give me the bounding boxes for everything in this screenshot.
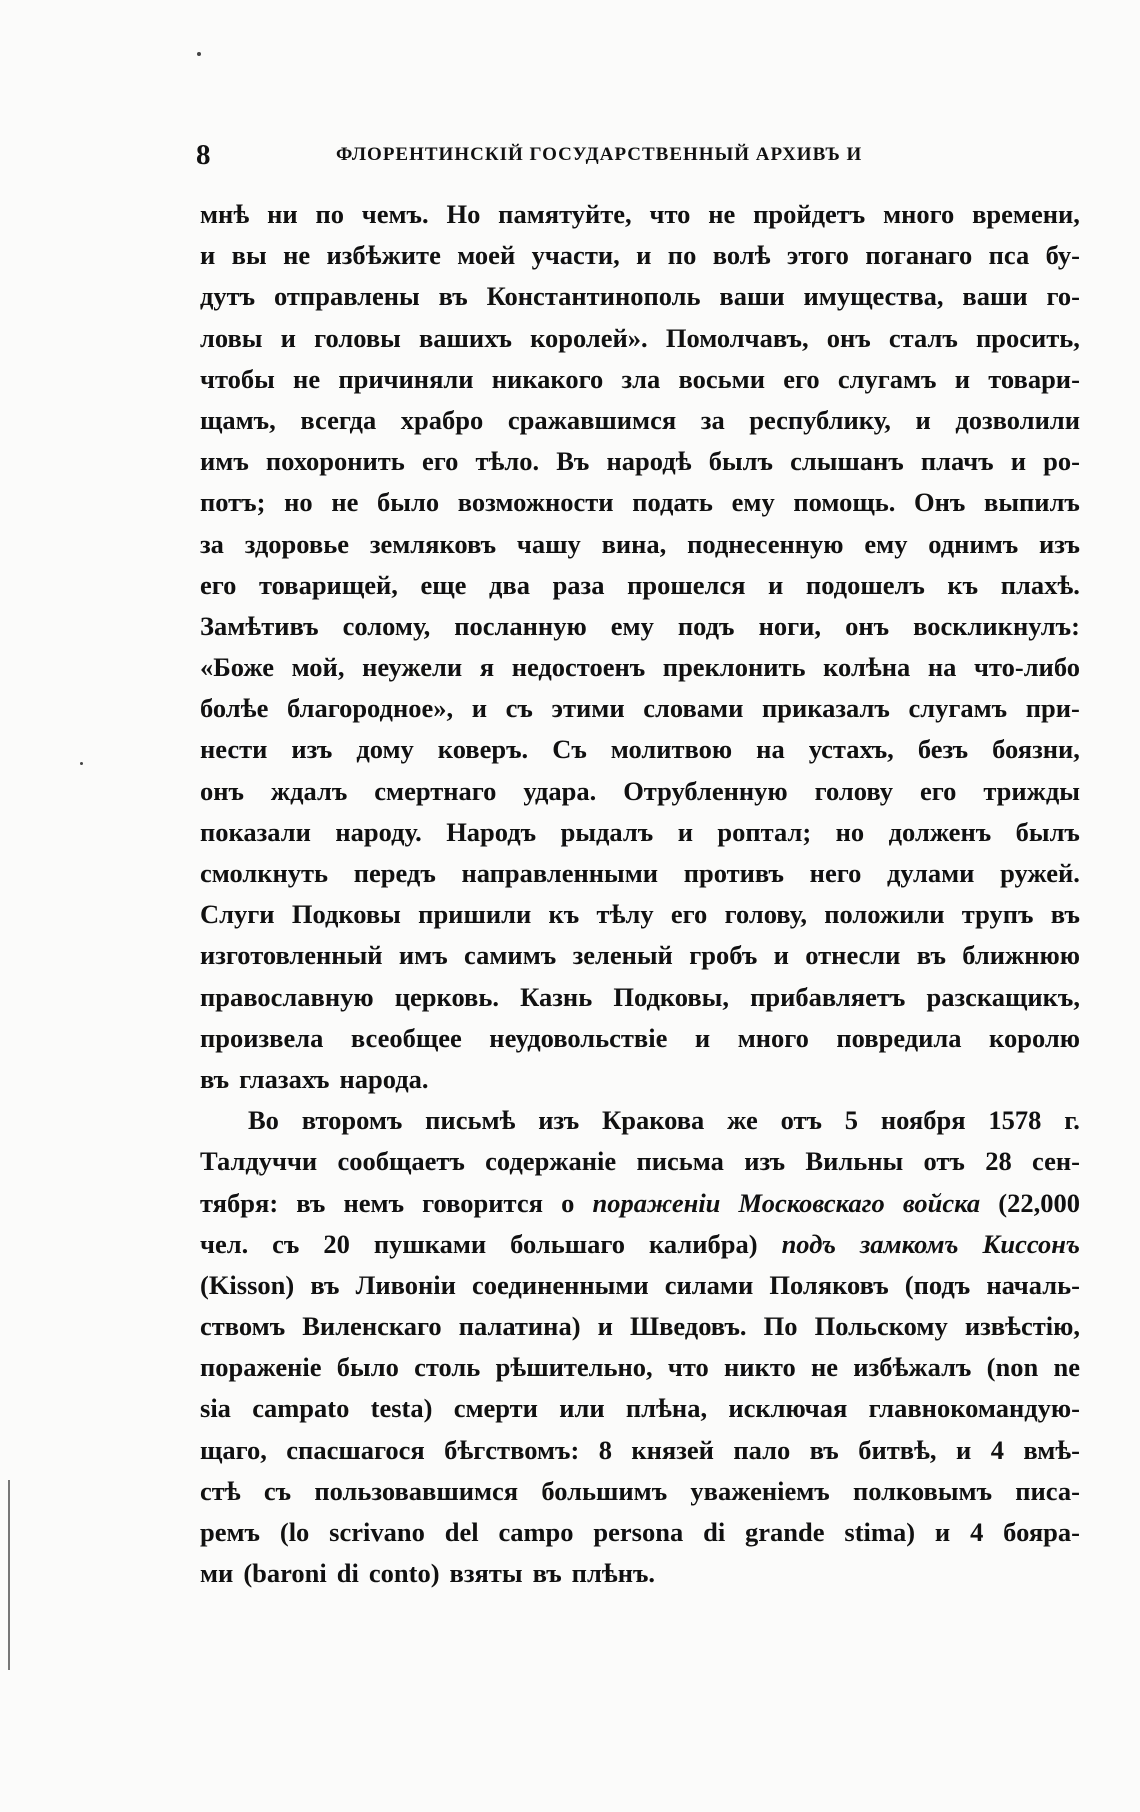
page-number: 8 [196, 138, 211, 171]
text-line: показали народу. Народъ рыдалъ и роптал; но долженъ былъ [200, 816, 1080, 847]
text-line: ми (baroni di conto) взяты въ плѣнъ. [200, 1558, 656, 1589]
scan-edge-line [8, 1480, 10, 1670]
text-line: чел. съ 20 пушками большаго калибра) подъ замкомъ Киссонъ [200, 1228, 1080, 1259]
text-line: sia campato testa) смерти или плѣна, исключая главнокомандую- [200, 1393, 1080, 1424]
text-line: и вы не избѣжите моей участи, и по волѣ этого поганаго пса бу- [200, 240, 1080, 271]
text-line: Слуги Подковы пришили къ тѣлу его голову, положили трупъ въ [200, 899, 1080, 930]
text-line: имъ похоронить его тѣло. Въ народѣ былъ слышанъ плачъ и ро- [200, 446, 1080, 477]
text-line: изготовленный имъ самимъ зеленый гробъ и отнесли въ ближнюю [200, 940, 1080, 971]
running-title: ФЛОРЕНТИНСКІЙ ГОСУДАРСТВЕННЫЙ АРХИВЪ И [336, 144, 863, 165]
text-line: смолкнуть передъ направленными противъ него дулами ружей. [200, 858, 1080, 888]
text-line: нести изъ дому коверъ. Съ молитвою на устахъ, безъ боязни, [200, 734, 1080, 765]
text-line: православную церковь. Казнь Подковы, прибавляетъ разскащикъ, [200, 981, 1080, 1012]
text-line: Талдуччи сообщаетъ содержаніе письма изъ Вильны отъ 28 сен- [200, 1146, 1080, 1177]
text-line: тября: въ немъ говорится о пораженіи Московскаго войска (22,000 [200, 1187, 1080, 1218]
text-line: за здоровье земляковъ чашу вина, поднесенную ему однимъ изъ [200, 528, 1080, 559]
text-line: Во второмъ письмѣ изъ Кракова же отъ 5 ноября 1578 г. [248, 1105, 1080, 1136]
text-line: произвела всеобщее неудовольствіе и много повредила королю [200, 1022, 1080, 1053]
text-line: стѣ съ пользовавшимся большимъ уваженіемъ полковымъ писа- [200, 1475, 1080, 1506]
speck-mark [80, 762, 83, 765]
text-line: щамъ, всегда храбро сражавшимся за республику, и дозволили [200, 404, 1080, 435]
text-line: «Боже мой, неужели я недостоенъ преклонить колѣна на что-либо [200, 652, 1080, 683]
body-text [200, 194, 1080, 1594]
text-line: потъ; но не было возможности подать ему помощь. Онъ выпилъ [200, 487, 1080, 518]
text-line: ловы и головы вашихъ королей». Помолчавъ, онъ сталъ просить, [200, 322, 1080, 353]
text-line: мнѣ ни по чемъ. Но памятуйте, что не пройдетъ много времени, [200, 199, 1080, 229]
text-line: чтобы не причиняли никакого зла восьми его слугамъ и товари- [200, 363, 1080, 394]
text-line: ремъ (lo scrivano del campo persona di grande stima) и 4 бояра- [200, 1517, 1080, 1547]
text-line: пораженіе было столь рѣшительно, что никто не избѣжалъ (non ne [200, 1352, 1080, 1383]
speck-mark [197, 52, 201, 56]
text-line: онъ ждалъ смертнаго удара. Отрубленную голову его трижды [200, 775, 1080, 806]
text-line: болѣе благородное», и съ этими словами приказалъ слугамъ при- [200, 693, 1080, 724]
text-line: дутъ отправлены въ Константинополь ваши имущества, ваши го- [200, 281, 1080, 312]
page-header [196, 130, 916, 180]
text-line: (Kisson) въ Ливоніи соединенными силами Поляковъ (подъ началь- [200, 1269, 1080, 1300]
text-line: щаго, спасшагося бѣгствомъ: 8 князей пало въ битвѣ, и 4 вмѣ- [200, 1434, 1080, 1465]
text-line: его товарищей, еще два раза прошелся и подошелъ къ плахѣ. [200, 569, 1080, 600]
text-line: Замѣтивъ солому, посланную ему подъ ноги, онъ воскликнулъ: [200, 610, 1080, 641]
text-line: въ глазахъ народа. [200, 1063, 429, 1094]
text-line: ствомъ Виленскаго палатина) и Шведовъ. По Польскому извѣстію, [200, 1311, 1080, 1342]
